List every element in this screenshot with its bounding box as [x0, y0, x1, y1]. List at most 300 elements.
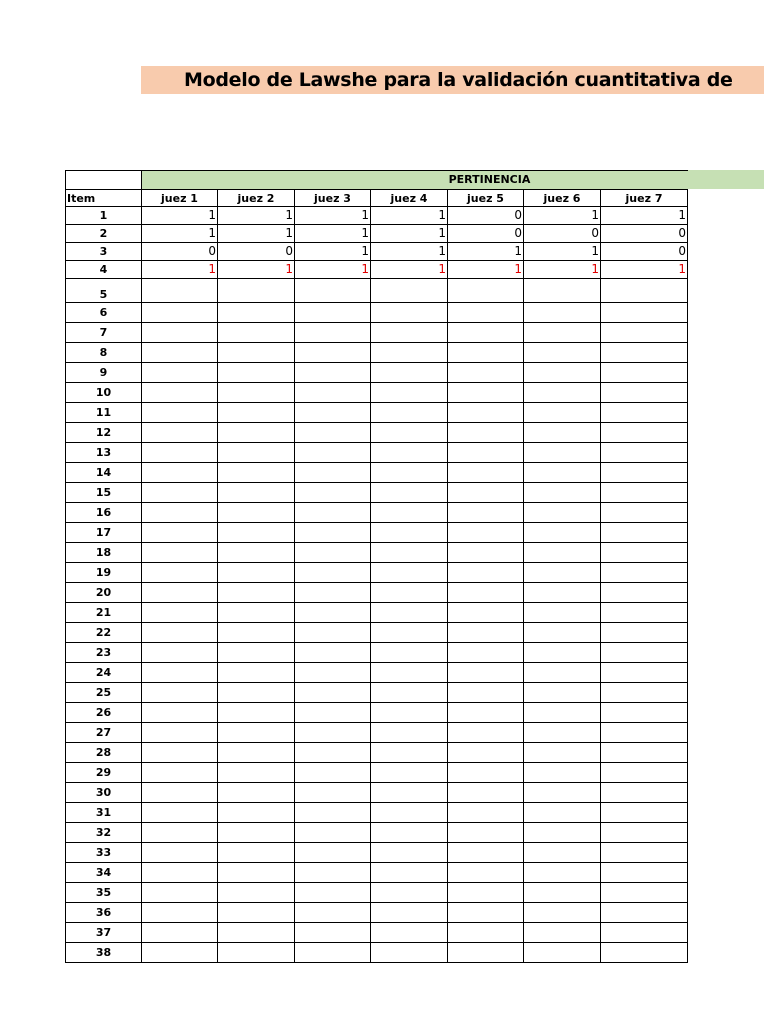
item-number-cell[interactable]: 23	[66, 643, 142, 663]
rating-cell[interactable]	[524, 703, 601, 723]
rating-cell[interactable]	[524, 903, 601, 923]
rating-cell[interactable]	[524, 803, 601, 823]
rating-cell[interactable]	[601, 423, 688, 443]
rating-cell[interactable]: 1	[295, 261, 371, 279]
rating-cell[interactable]	[142, 843, 218, 863]
rating-cell[interactable]	[448, 863, 524, 883]
rating-cell[interactable]	[448, 279, 524, 303]
rating-cell[interactable]	[601, 943, 688, 963]
rating-cell[interactable]	[218, 403, 295, 423]
rating-cell[interactable]	[142, 883, 218, 903]
rating-cell[interactable]: 0	[142, 243, 218, 261]
rating-cell[interactable]	[448, 703, 524, 723]
rating-cell[interactable]	[524, 303, 601, 323]
rating-cell[interactable]	[295, 743, 371, 763]
rating-cell[interactable]	[142, 443, 218, 463]
item-number-cell[interactable]: 11	[66, 403, 142, 423]
rating-cell[interactable]	[524, 603, 601, 623]
rating-cell[interactable]	[295, 483, 371, 503]
item-number-cell[interactable]: 32	[66, 823, 142, 843]
rating-cell[interactable]	[142, 723, 218, 743]
rating-cell[interactable]	[218, 643, 295, 663]
rating-cell[interactable]	[295, 343, 371, 363]
item-number-cell[interactable]: 26	[66, 703, 142, 723]
rating-cell[interactable]	[601, 803, 688, 823]
rating-cell[interactable]	[601, 823, 688, 843]
rating-cell[interactable]	[524, 643, 601, 663]
rating-cell[interactable]	[371, 603, 448, 623]
rating-cell[interactable]	[448, 583, 524, 603]
rating-cell[interactable]: 1	[524, 261, 601, 279]
rating-cell[interactable]: 1	[295, 207, 371, 225]
rating-cell[interactable]	[371, 303, 448, 323]
rating-cell[interactable]	[524, 723, 601, 743]
rating-cell[interactable]	[371, 743, 448, 763]
rating-cell[interactable]	[218, 623, 295, 643]
rating-cell[interactable]	[295, 783, 371, 803]
rating-cell[interactable]	[448, 623, 524, 643]
rating-cell[interactable]	[601, 623, 688, 643]
rating-cell[interactable]	[142, 683, 218, 703]
item-number-cell[interactable]: 4	[66, 261, 142, 279]
rating-cell[interactable]	[524, 843, 601, 863]
rating-cell[interactable]	[371, 543, 448, 563]
rating-cell[interactable]	[601, 483, 688, 503]
rating-cell[interactable]	[218, 563, 295, 583]
rating-cell[interactable]	[371, 883, 448, 903]
rating-cell[interactable]	[371, 863, 448, 883]
rating-cell[interactable]	[218, 923, 295, 943]
rating-cell[interactable]	[295, 763, 371, 783]
rating-cell[interactable]	[295, 323, 371, 343]
rating-cell[interactable]: 0	[448, 225, 524, 243]
rating-cell[interactable]	[218, 683, 295, 703]
rating-cell[interactable]	[448, 823, 524, 843]
rating-cell[interactable]: 1	[218, 225, 295, 243]
rating-cell[interactable]	[142, 523, 218, 543]
rating-cell[interactable]	[295, 643, 371, 663]
rating-cell[interactable]	[601, 303, 688, 323]
rating-cell[interactable]	[524, 523, 601, 543]
rating-cell[interactable]	[218, 903, 295, 923]
rating-cell[interactable]	[295, 863, 371, 883]
rating-cell[interactable]: 1	[601, 207, 688, 225]
rating-cell[interactable]	[142, 383, 218, 403]
rating-cell[interactable]	[218, 723, 295, 743]
rating-cell[interactable]: 1	[371, 207, 448, 225]
rating-cell[interactable]	[448, 723, 524, 743]
rating-cell[interactable]	[524, 683, 601, 703]
judge-column-header[interactable]: juez 2	[218, 190, 295, 207]
rating-cell[interactable]	[142, 323, 218, 343]
rating-cell[interactable]: 1	[142, 261, 218, 279]
rating-cell[interactable]	[295, 923, 371, 943]
rating-cell[interactable]	[371, 783, 448, 803]
rating-cell[interactable]	[601, 343, 688, 363]
rating-cell[interactable]	[142, 823, 218, 843]
rating-cell[interactable]	[601, 279, 688, 303]
rating-cell[interactable]	[295, 463, 371, 483]
rating-cell[interactable]	[524, 443, 601, 463]
rating-cell[interactable]	[218, 363, 295, 383]
item-number-cell[interactable]: 34	[66, 863, 142, 883]
rating-cell[interactable]	[295, 279, 371, 303]
rating-cell[interactable]	[371, 583, 448, 603]
rating-cell[interactable]	[524, 383, 601, 403]
rating-cell[interactable]	[601, 903, 688, 923]
rating-cell[interactable]	[524, 943, 601, 963]
rating-cell[interactable]	[371, 563, 448, 583]
rating-cell[interactable]	[448, 843, 524, 863]
item-number-cell[interactable]: 13	[66, 443, 142, 463]
rating-cell[interactable]	[295, 303, 371, 323]
rating-cell[interactable]: 1	[524, 207, 601, 225]
item-number-cell[interactable]: 36	[66, 903, 142, 923]
rating-cell[interactable]	[295, 403, 371, 423]
item-number-cell[interactable]: 3	[66, 243, 142, 261]
rating-cell[interactable]	[371, 643, 448, 663]
rating-cell[interactable]	[524, 483, 601, 503]
rating-cell[interactable]	[524, 503, 601, 523]
rating-cell[interactable]	[295, 843, 371, 863]
rating-cell[interactable]	[601, 723, 688, 743]
item-number-cell[interactable]: 33	[66, 843, 142, 863]
rating-cell[interactable]	[142, 343, 218, 363]
rating-cell[interactable]	[295, 563, 371, 583]
rating-cell[interactable]	[142, 803, 218, 823]
item-number-cell[interactable]: 24	[66, 663, 142, 683]
item-number-cell[interactable]: 19	[66, 563, 142, 583]
rating-cell[interactable]	[218, 803, 295, 823]
rating-cell[interactable]	[524, 743, 601, 763]
rating-cell[interactable]	[524, 403, 601, 423]
item-number-cell[interactable]: 25	[66, 683, 142, 703]
rating-cell[interactable]	[295, 443, 371, 463]
rating-cell[interactable]: 0	[448, 207, 524, 225]
rating-cell[interactable]	[142, 663, 218, 683]
item-number-cell[interactable]: 15	[66, 483, 142, 503]
item-number-cell[interactable]: 5	[66, 279, 142, 303]
rating-cell[interactable]	[601, 663, 688, 683]
rating-cell[interactable]	[601, 923, 688, 943]
rating-cell[interactable]	[295, 583, 371, 603]
rating-cell[interactable]	[371, 723, 448, 743]
rating-cell[interactable]	[218, 423, 295, 443]
rating-cell[interactable]	[524, 783, 601, 803]
rating-cell[interactable]	[601, 363, 688, 383]
rating-cell[interactable]	[142, 543, 218, 563]
rating-cell[interactable]: 1	[601, 261, 688, 279]
rating-cell[interactable]	[142, 503, 218, 523]
item-number-cell[interactable]: 28	[66, 743, 142, 763]
rating-cell[interactable]	[448, 883, 524, 903]
rating-cell[interactable]	[218, 443, 295, 463]
rating-cell[interactable]	[448, 383, 524, 403]
rating-cell[interactable]	[142, 403, 218, 423]
rating-cell[interactable]	[601, 683, 688, 703]
rating-cell[interactable]	[524, 623, 601, 643]
rating-cell[interactable]	[295, 943, 371, 963]
rating-cell[interactable]	[448, 923, 524, 943]
rating-cell[interactable]	[524, 279, 601, 303]
item-number-cell[interactable]: 16	[66, 503, 142, 523]
rating-cell[interactable]	[371, 503, 448, 523]
rating-cell[interactable]	[142, 423, 218, 443]
item-number-cell[interactable]: 7	[66, 323, 142, 343]
judge-column-header[interactable]: juez 5	[448, 190, 524, 207]
rating-cell[interactable]	[218, 523, 295, 543]
rating-cell[interactable]: 1	[218, 207, 295, 225]
rating-cell[interactable]: 0	[218, 243, 295, 261]
rating-cell[interactable]	[524, 463, 601, 483]
rating-cell[interactable]	[142, 583, 218, 603]
rating-cell[interactable]	[524, 923, 601, 943]
rating-cell[interactable]	[371, 623, 448, 643]
rating-cell[interactable]	[601, 543, 688, 563]
rating-cell[interactable]	[218, 343, 295, 363]
rating-cell[interactable]	[218, 883, 295, 903]
rating-cell[interactable]	[448, 323, 524, 343]
rating-cell[interactable]	[601, 443, 688, 463]
rating-cell[interactable]	[142, 279, 218, 303]
rating-cell[interactable]: 1	[295, 225, 371, 243]
rating-cell[interactable]	[142, 483, 218, 503]
item-number-cell[interactable]: 17	[66, 523, 142, 543]
rating-cell[interactable]	[218, 743, 295, 763]
item-number-cell[interactable]: 2	[66, 225, 142, 243]
rating-cell[interactable]	[601, 583, 688, 603]
rating-cell[interactable]	[448, 563, 524, 583]
rating-cell[interactable]	[295, 383, 371, 403]
rating-cell[interactable]	[295, 903, 371, 923]
rating-cell[interactable]	[524, 583, 601, 603]
rating-cell[interactable]	[524, 343, 601, 363]
rating-cell[interactable]	[218, 703, 295, 723]
rating-cell[interactable]: 1	[142, 207, 218, 225]
rating-cell[interactable]	[295, 723, 371, 743]
item-number-cell[interactable]: 1	[66, 207, 142, 225]
item-number-cell[interactable]: 9	[66, 363, 142, 383]
rating-cell[interactable]	[371, 823, 448, 843]
rating-cell[interactable]	[524, 363, 601, 383]
item-number-cell[interactable]: 14	[66, 463, 142, 483]
item-number-cell[interactable]: 35	[66, 883, 142, 903]
rating-cell[interactable]	[142, 923, 218, 943]
rating-cell[interactable]	[371, 843, 448, 863]
rating-cell[interactable]	[218, 279, 295, 303]
rating-cell[interactable]	[295, 363, 371, 383]
rating-cell[interactable]	[371, 323, 448, 343]
rating-cell[interactable]	[371, 343, 448, 363]
rating-cell[interactable]	[371, 383, 448, 403]
rating-cell[interactable]: 0	[601, 243, 688, 261]
rating-cell[interactable]	[218, 383, 295, 403]
rating-cell[interactable]	[448, 423, 524, 443]
rating-cell[interactable]	[448, 463, 524, 483]
rating-cell[interactable]	[601, 843, 688, 863]
rating-cell[interactable]	[524, 863, 601, 883]
rating-cell[interactable]: 1	[524, 243, 601, 261]
rating-cell[interactable]	[142, 643, 218, 663]
rating-cell[interactable]	[448, 643, 524, 663]
rating-cell[interactable]	[371, 943, 448, 963]
item-number-cell[interactable]: 10	[66, 383, 142, 403]
rating-cell[interactable]	[142, 943, 218, 963]
judge-column-header[interactable]: juez 4	[371, 190, 448, 207]
rating-cell[interactable]	[218, 943, 295, 963]
rating-cell[interactable]	[448, 683, 524, 703]
rating-cell[interactable]	[142, 603, 218, 623]
rating-cell[interactable]	[142, 763, 218, 783]
rating-cell[interactable]	[295, 683, 371, 703]
rating-cell[interactable]	[601, 403, 688, 423]
item-number-cell[interactable]: 27	[66, 723, 142, 743]
rating-cell[interactable]	[371, 803, 448, 823]
rating-cell[interactable]	[295, 703, 371, 723]
rating-cell[interactable]	[371, 703, 448, 723]
rating-cell[interactable]	[601, 763, 688, 783]
item-number-cell[interactable]: 37	[66, 923, 142, 943]
rating-cell[interactable]	[601, 703, 688, 723]
rating-cell[interactable]	[218, 463, 295, 483]
item-number-cell[interactable]: 38	[66, 943, 142, 963]
rating-cell[interactable]	[295, 823, 371, 843]
item-number-cell[interactable]: 31	[66, 803, 142, 823]
rating-cell[interactable]: 0	[601, 225, 688, 243]
rating-cell[interactable]	[601, 463, 688, 483]
rating-cell[interactable]	[371, 923, 448, 943]
rating-cell[interactable]: 1	[448, 261, 524, 279]
rating-cell[interactable]	[601, 743, 688, 763]
rating-cell[interactable]	[295, 623, 371, 643]
item-number-cell[interactable]: 29	[66, 763, 142, 783]
rating-cell[interactable]	[295, 803, 371, 823]
rating-cell[interactable]	[142, 703, 218, 723]
rating-cell[interactable]	[601, 563, 688, 583]
judge-column-header[interactable]: juez 7	[601, 190, 688, 207]
rating-cell[interactable]	[601, 383, 688, 403]
item-column-header[interactable]: Item	[66, 190, 142, 207]
rating-cell[interactable]	[601, 603, 688, 623]
rating-cell[interactable]	[218, 843, 295, 863]
rating-cell[interactable]: 1	[142, 225, 218, 243]
rating-cell[interactable]	[448, 503, 524, 523]
rating-cell[interactable]	[218, 783, 295, 803]
rating-cell[interactable]	[142, 363, 218, 383]
rating-cell[interactable]	[448, 363, 524, 383]
rating-cell[interactable]	[524, 883, 601, 903]
rating-cell[interactable]	[142, 903, 218, 923]
rating-cell[interactable]	[218, 663, 295, 683]
rating-cell[interactable]	[524, 563, 601, 583]
rating-cell[interactable]	[448, 443, 524, 463]
item-number-cell[interactable]: 12	[66, 423, 142, 443]
item-number-cell[interactable]: 22	[66, 623, 142, 643]
rating-cell[interactable]	[218, 483, 295, 503]
rating-cell[interactable]	[448, 403, 524, 423]
rating-cell[interactable]	[601, 323, 688, 343]
rating-cell[interactable]	[448, 763, 524, 783]
rating-cell[interactable]	[142, 863, 218, 883]
rating-cell[interactable]	[218, 823, 295, 843]
rating-cell[interactable]	[295, 503, 371, 523]
rating-cell[interactable]	[524, 763, 601, 783]
rating-cell[interactable]	[371, 423, 448, 443]
rating-cell[interactable]: 1	[218, 261, 295, 279]
rating-cell[interactable]	[524, 423, 601, 443]
rating-cell[interactable]	[218, 503, 295, 523]
rating-cell[interactable]	[601, 783, 688, 803]
rating-cell[interactable]: 0	[524, 225, 601, 243]
rating-cell[interactable]	[295, 603, 371, 623]
rating-cell[interactable]	[524, 323, 601, 343]
rating-cell[interactable]	[371, 683, 448, 703]
item-number-cell[interactable]: 8	[66, 343, 142, 363]
rating-cell[interactable]	[218, 323, 295, 343]
rating-cell[interactable]	[218, 863, 295, 883]
item-number-cell[interactable]: 18	[66, 543, 142, 563]
rating-cell[interactable]	[524, 663, 601, 683]
rating-cell[interactable]	[601, 523, 688, 543]
rating-cell[interactable]	[142, 783, 218, 803]
rating-cell[interactable]	[601, 503, 688, 523]
rating-cell[interactable]	[448, 603, 524, 623]
rating-cell[interactable]	[448, 803, 524, 823]
rating-cell[interactable]	[448, 483, 524, 503]
rating-cell[interactable]	[601, 863, 688, 883]
rating-cell[interactable]: 1	[371, 261, 448, 279]
rating-cell[interactable]	[371, 363, 448, 383]
rating-cell[interactable]	[218, 303, 295, 323]
rating-cell[interactable]	[371, 903, 448, 923]
rating-cell[interactable]	[448, 783, 524, 803]
rating-cell[interactable]	[142, 303, 218, 323]
rating-cell[interactable]	[524, 823, 601, 843]
rating-cell[interactable]	[142, 743, 218, 763]
rating-cell[interactable]	[218, 763, 295, 783]
rating-cell[interactable]	[448, 523, 524, 543]
rating-cell[interactable]	[218, 543, 295, 563]
rating-cell[interactable]	[371, 763, 448, 783]
item-number-cell[interactable]: 20	[66, 583, 142, 603]
item-number-cell[interactable]: 30	[66, 783, 142, 803]
rating-cell[interactable]	[142, 563, 218, 583]
rating-cell[interactable]	[601, 883, 688, 903]
rating-cell[interactable]	[448, 743, 524, 763]
judge-column-header[interactable]: juez 6	[524, 190, 601, 207]
judge-column-header[interactable]: juez 3	[295, 190, 371, 207]
rating-cell[interactable]	[218, 583, 295, 603]
rating-cell[interactable]	[601, 643, 688, 663]
rating-cell[interactable]	[371, 279, 448, 303]
rating-cell[interactable]	[295, 883, 371, 903]
rating-cell[interactable]	[524, 543, 601, 563]
rating-cell[interactable]	[448, 303, 524, 323]
rating-cell[interactable]	[448, 663, 524, 683]
rating-cell[interactable]: 1	[371, 225, 448, 243]
item-number-cell[interactable]: 6	[66, 303, 142, 323]
rating-cell[interactable]	[371, 403, 448, 423]
rating-cell[interactable]	[448, 943, 524, 963]
judge-column-header[interactable]: juez 1	[142, 190, 218, 207]
rating-cell[interactable]	[371, 483, 448, 503]
rating-cell[interactable]: 1	[371, 243, 448, 261]
rating-cell[interactable]	[371, 663, 448, 683]
rating-cell[interactable]	[371, 523, 448, 543]
rating-cell[interactable]	[142, 623, 218, 643]
item-number-cell[interactable]: 21	[66, 603, 142, 623]
rating-cell[interactable]	[371, 463, 448, 483]
